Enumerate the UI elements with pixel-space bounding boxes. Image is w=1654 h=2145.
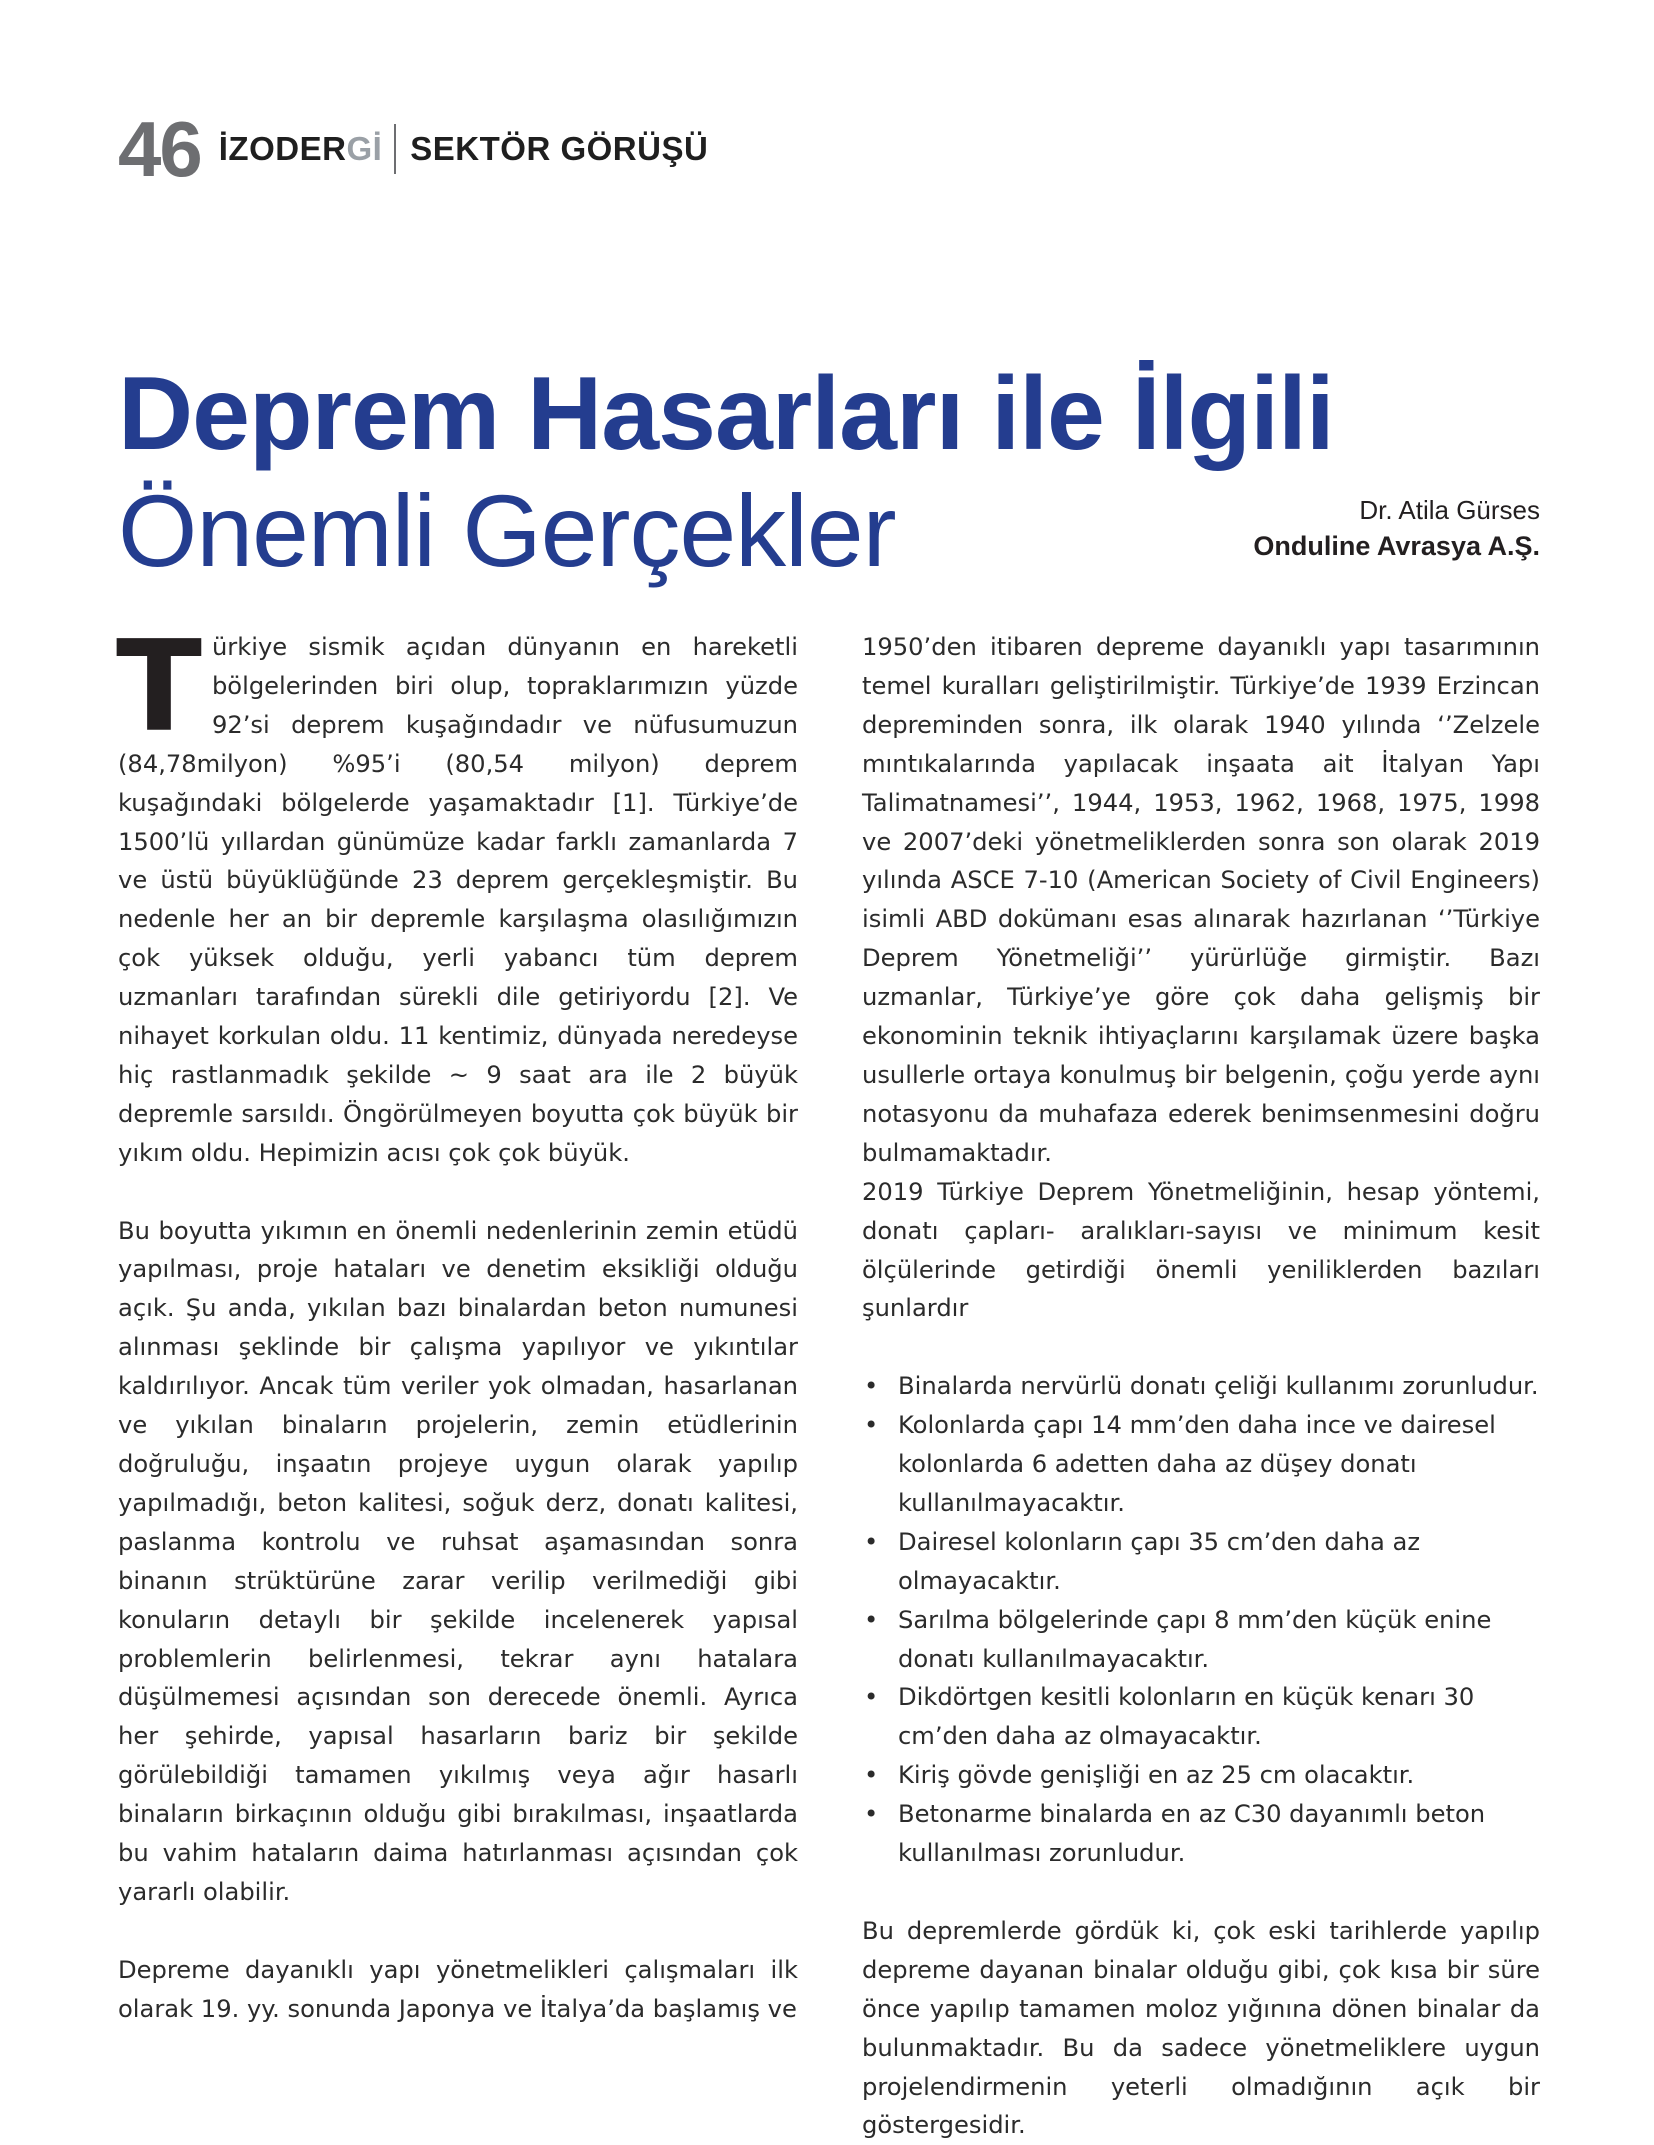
list-item: • Sarılma bölgelerinde çapı 8 mm’den küçük enine donatı kullanılmayacaktır. — [862, 1601, 1540, 1679]
paragraph-gap — [862, 1873, 1540, 1912]
list-item: • Dikdörtgen kesitli kolonların en küçük kenarı 30 cm’den daha az olmayacaktır. — [862, 1678, 1540, 1756]
list-item: • Kiriş gövde genişliği en az 25 cm olacaktır. — [862, 1756, 1540, 1795]
paragraph-conclusion: Bu depremlerde gördük ki, çok eski tarihlerde yapılıp depreme dayanan binalar olduğu gibi, çok kısa bir süre önce yapılıp tamamen moloz yığınına dönen binalar da bulunmaktadır. Bu da sadece yönetmeliklere uygun projelendirmenin yeterli olmadığının açık bir göstergesidir. — [862, 1916, 1540, 2140]
drop-cap: T — [116, 613, 202, 760]
right-column — [862, 628, 1540, 2145]
magazine-name-suffix: Gİ — [346, 130, 383, 167]
section-label: SEKTÖR GÖRÜŞÜ — [410, 130, 709, 167]
paragraph-gap — [118, 1912, 798, 1951]
bullet-icon: • — [864, 1372, 879, 1401]
article-title-line1: Deprem Hasarları ile İlgili — [118, 356, 1334, 472]
page-number: 46 — [118, 105, 201, 193]
header-divider — [394, 124, 396, 174]
list-item: • Binalarda nervürlü donatı çeliği kullanımı zorunludur. — [862, 1367, 1540, 1406]
paragraph-intro-text: ürkiye sismik açıdan dünyanın en hareketli bölgelerinden biri olup, topraklarımızın yüzde 92’si deprem kuşağındadır ve nüfusumuzun (84,78milyon) %95’i (80,54 milyon) deprem kuşağındaki bölgelerde yaşamaktadır [1]. Türkiye’de 1500’lü yıllardan günümüze kadar farklı zamanlarda 7 ve üstü büyüklüğünde 23 deprem gerçekleşmiştir. Bu nedenle her an bir depremle karşılaşma olasılığımızın çok yüksek olduğu, yerli yabancı tüm deprem uzmanları tarafından sürekli dile getiriyordu [2]. Ve nihayet korkulan oldu. 11 kentimiz, dünyada neredeyse hiç rastlanmadık şekilde ~ 9 saat ara ile 2 büyük depremle sarsıldı. Öngörülmeyen boyutta çok büyük bir yıkım oldu. Hepimizin acısı çok çok büyük. — [118, 633, 798, 1167]
bullet-icon: • — [864, 1411, 879, 1440]
paragraph-codes-history: Depreme dayanıklı yapı yönetmelikleri çalışmaları ilk olarak 19. yy. sonunda Japonya ve İtalya’da başlamış ve — [118, 1955, 798, 2023]
author-block — [1253, 492, 1540, 564]
magazine-name: İZODER — [218, 130, 347, 167]
list-item: • Kolonlarda çapı 14 mm’den daha ince ve dairesel kolonlarda 6 adetten daha az düşey donatı kullanılmayacaktır. — [862, 1406, 1540, 1523]
magazine-logo — [219, 130, 383, 168]
paragraph-gap — [118, 1173, 798, 1212]
requirements-list — [862, 1367, 1540, 1873]
bullet-icon: • — [864, 1683, 879, 1712]
bullet-icon: • — [864, 1605, 879, 1634]
paragraph-damage-causes: Bu boyutta yıkımın en önemli nedenlerinin zemin etüdü yapılması, proje hataları ve denetim eksikliği olduğu açık. Şu anda, yıkılan bazı binalardan beton numunesi alınması şeklinde bir çalışma yapılıyor ve yıkıntılar kaldırılıyor. Ancak tüm veriler yok olmadan, hasarlanan ve yıkılan binaların projelerin, zemin etüdlerinin doğruluğu, inşaatın projeye uygun olarak yapılıp yapılmadığı, beton kalitesi, soğuk derz, donatı kalitesi, paslanma kontrolu ve ruhsat aşamasından sonra binanın strüktürüne zarar verilip verilmediği gibi konuların detaylı bir şekilde incelenerek yapısal problemlerin belirlenmesi, tekrar aynı hatalara düşülmemesi açısından son derecede önemli. Ayrıca her şehirde, yapısal hasarların bariz bir şekilde görülebildiği tamamen yıkılmış veya ağır hasarlı binaların birkaçının olduğu gibi bırakılması, inşaatlarda bu vahim hataların daima hatırlanması açısından çok yararlı olabilir. — [118, 1216, 798, 1906]
list-item: • Dairesel kolonların çapı 35 cm’den daha az olmayacaktır. — [862, 1523, 1540, 1601]
author-company: Onduline Avrasya A.Ş. — [1253, 531, 1540, 561]
article-title-line2: Önemli Gerçekler — [118, 474, 896, 588]
page-header — [118, 105, 709, 193]
list-item: • Betonarme binalarda en az C30 dayanımlı beton kullanılması zorunludur. — [862, 1795, 1540, 1873]
paragraph-2019-code: 2019 Türkiye Deprem Yönetmeliğinin, hesap yöntemi, donatı çapları- aralıkları-sayısı ve minimum kesit ölçülerinde getirdiği önemli yeniliklerden bazıları şunlardır — [862, 1177, 1540, 1323]
bullet-icon: • — [864, 1527, 879, 1556]
paragraph-codes-turkey: 1950’den itibaren depreme dayanıklı yapı tasarımının temel kuralları geliştirilmiştir. Türkiye’de 1939 Erzincan depreminden sonra, ilk olarak 1940 yılında ‘’Zelzele mıntıkalarında yapılacak inşaata ait İtalyan Yapı Talimatnamesi’’, 1944, 1953, 1962, 1968, 1975, 1998 ve 2007’deki yönetmeliklerden sonra son olarak 2019 yılında ASCE 7-10 (American Society of Civil Engineers) isimli ABD dokümanı esas alınarak hazırlanan ‘’Türkiye Deprem Yönetmeliği’’ yürürlüğe girmiştir. Bazı uzmanlar, Türkiye’ye göre çok daha gelişmiş bir ekonominin teknik ihtiyaçlarını karşılamak üzere başka usullerle ortaya konulmuş bir belgenin, çoğu yerde aynı notasyonu da muhafaza ederek benimsenmesini doğru bulmamaktadır. — [862, 633, 1540, 1167]
paragraph-gap — [862, 1328, 1540, 1367]
bullet-icon: • — [864, 1800, 879, 1829]
left-column — [116, 613, 798, 2029]
paragraph-intro — [116, 613, 798, 1173]
bullet-icon: • — [864, 1761, 879, 1790]
author-name: Dr. Atila Gürses — [1359, 495, 1540, 525]
